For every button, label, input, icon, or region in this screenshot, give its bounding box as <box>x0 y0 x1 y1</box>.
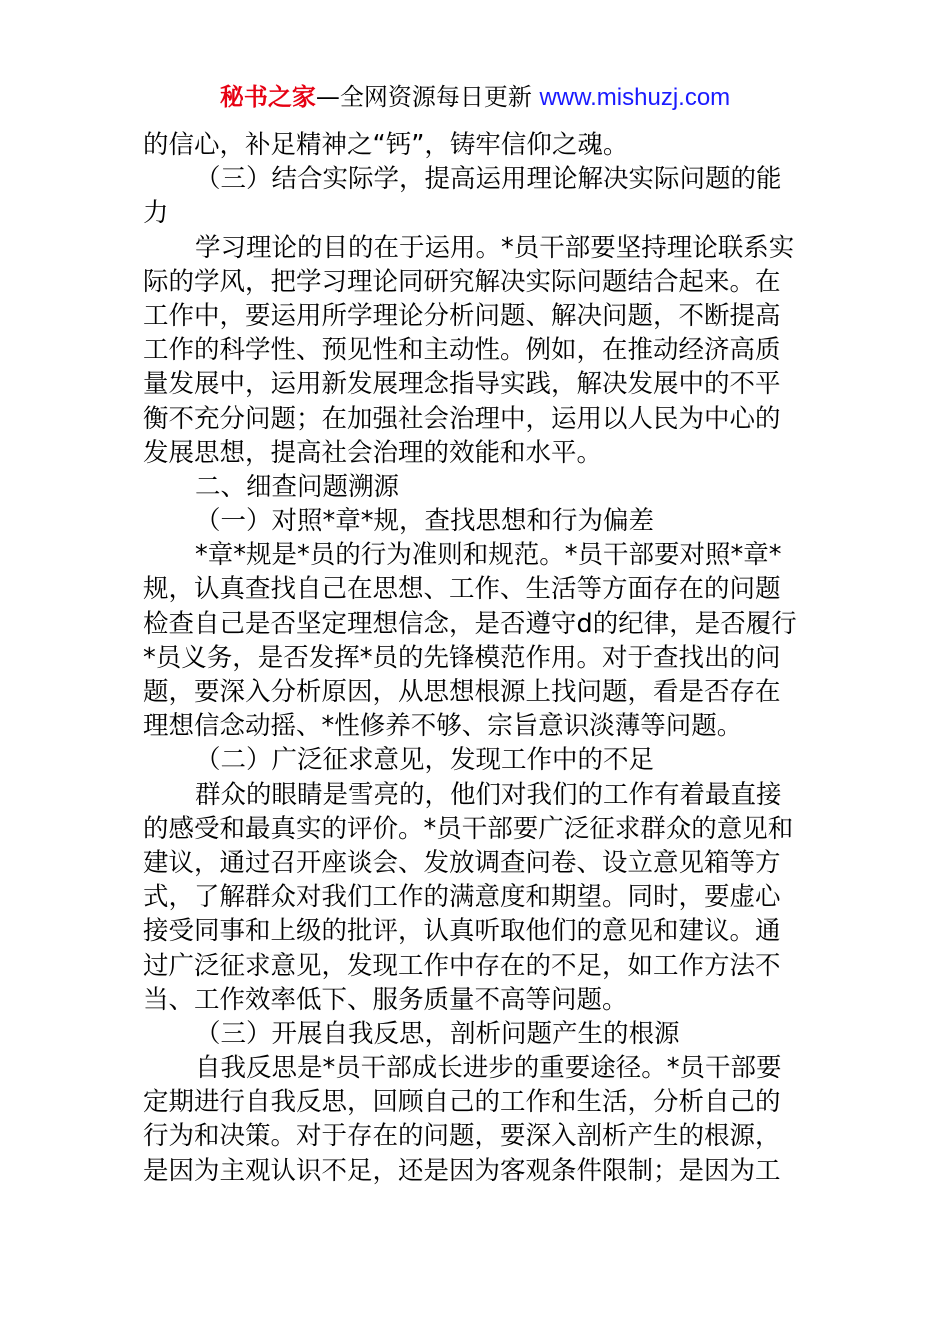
site-slogan: —全网资源每日更新 <box>315 83 532 111</box>
text-line: 群众的眼睛是雪亮的，他们对我们的工作有着最直接 <box>195 779 782 810</box>
text-line: 力 <box>143 198 169 229</box>
text-line: 理想信念动摇、*性修养不够、宗旨意识淡薄等问题。 <box>143 711 743 742</box>
text-line: （二）广泛征求意见，发现工作中的不足 <box>195 745 655 776</box>
text-line: 发展思想，提高社会治理的效能和水平。 <box>143 437 603 468</box>
document-body <box>143 128 813 1188</box>
text-line: 是因为主观认识不足，还是因为客观条件限制；是因为工 <box>143 1155 781 1186</box>
text-line: 规，认真查找自己在思想、工作、生活等方面存在的问题 <box>143 574 781 605</box>
text-line: 式，了解群众对我们工作的满意度和期望。同时，要虚心 <box>143 882 781 913</box>
text-line: 际的学风，把学习理论同研究解决实际问题结合起来。在 <box>143 266 781 297</box>
site-url-link[interactable]: www.mishuzj.com <box>539 84 731 111</box>
text-line: 定期进行自我反思，回顾自己的工作和生活，分析自己的 <box>143 1087 781 1118</box>
text-line: 的感受和最真实的评价。*员干部要广泛征求群众的意见和 <box>143 813 794 844</box>
text-line: *章*规是*员的行为准则和规范。*员干部要对照*章* <box>195 540 782 571</box>
site-header <box>0 80 950 115</box>
text-line: 建议，通过召开座谈会、发放调查问卷、设立意见箱等方 <box>143 847 781 878</box>
text-line: 学习理论的目的在于运用。*员干部要坚持理论联系实 <box>195 232 795 263</box>
text-line: 的信心，补足精神之“钙”，铸牢信仰之魂。 <box>143 130 629 160</box>
text-line: 过广泛征求意见，发现工作中存在的不足，如工作方法不 <box>143 950 781 981</box>
text-line: （三）结合实际学，提高运用理论解决实际问题的能 <box>195 164 782 195</box>
text-line: 工作中，要运用所学理论分析问题、解决问题，不断提高 <box>143 300 781 331</box>
text-line: 检查自己是否坚定理想信念，是否遵守d的纪律，是否履行 <box>143 608 797 639</box>
site-brand: 秘书之家 <box>219 83 316 111</box>
text-line: （一）对照*章*规，查找思想和行为偏差 <box>195 506 655 537</box>
text-line: 量发展中，运用新发展理念指导实践，解决发展中的不平 <box>143 369 781 400</box>
text-line: 行为和决策。对于存在的问题，要深入剖析产生的根源， <box>143 1121 781 1152</box>
text-line: *员义务，是否发挥*员的先锋模范作用。对于查找出的问 <box>143 642 781 673</box>
text-line: （三）开展自我反思，剖析问题产生的根源 <box>195 1018 680 1049</box>
text-line: 接受同事和上级的批评，认真听取他们的意见和建议。通 <box>143 916 781 947</box>
text-line: 自我反思是*员干部成长进步的重要途径。*员干部要 <box>195 1053 782 1084</box>
text-line: 工作的科学性、预见性和主动性。例如，在推动经济高质 <box>143 335 781 366</box>
text-line: 衡不充分问题；在加强社会治理中，运用以人民为中心的 <box>143 403 781 434</box>
text-line: 题，要深入分析原因，从思想根源上找问题，看是否存在 <box>143 677 781 707</box>
text-line: 二、细查问题溯源 <box>195 471 400 502</box>
text-line: 当、工作效率低下、服务质量不高等问题。 <box>143 984 628 1015</box>
